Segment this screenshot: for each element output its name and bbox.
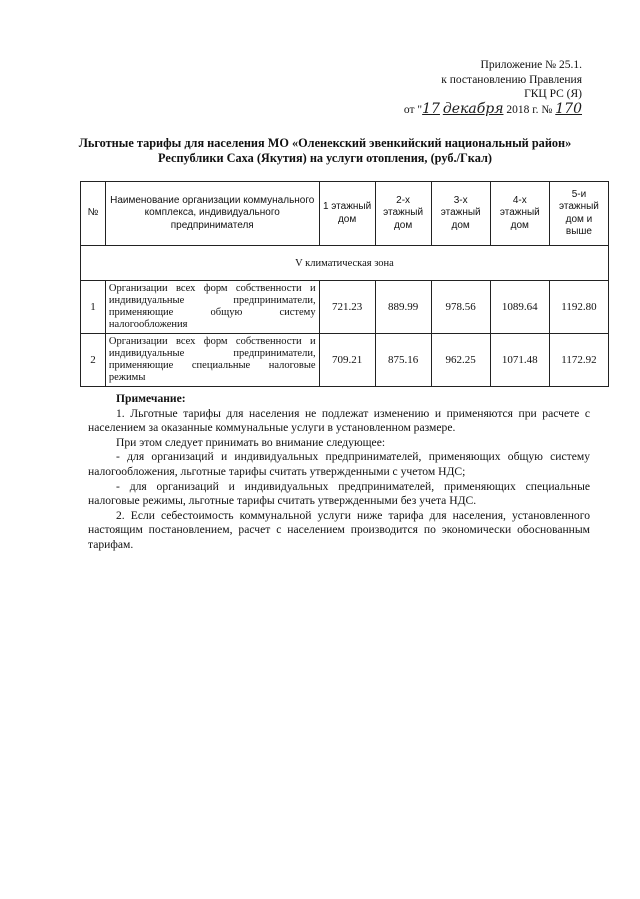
row-value-floor1: 721.23 <box>319 281 375 334</box>
date-prefix: от " <box>403 103 423 116</box>
row-org-name: Организации всех форм собственности и индивидуальные предприниматели, применяющие специальные налоговые режимы <box>105 334 319 387</box>
row-value-floor3: 962.25 <box>431 334 490 387</box>
row-value-floor3: 978.56 <box>431 281 490 334</box>
row-value-floor5: 1172.92 <box>549 334 608 387</box>
header-floor1: 1 этажный дом <box>319 182 375 246</box>
row-value-floor1: 709.21 <box>319 334 375 387</box>
header-floor3: 3-х этажный дом <box>431 182 490 246</box>
date-suffix: 2018 г. № <box>506 103 553 116</box>
annex-line-1: Приложение № 25.1. <box>480 59 582 71</box>
header-floor4: 4-х этажный дом <box>490 182 549 246</box>
header-num: № <box>81 182 106 246</box>
row-value-floor5: 1192.80 <box>549 281 608 334</box>
note-paragraph-3: - для организаций и индивидуальных предпринимателей, применяющих общую систему налогообложения, льготные тарифы считать утвержденными с учетом НДС; <box>88 450 590 478</box>
tariffs-table <box>80 181 609 387</box>
climate-zone: V климатическая зона <box>81 246 609 281</box>
annex-line-2: к постановлению Правления <box>441 73 582 86</box>
row-value-floor4: 1071.48 <box>490 334 549 387</box>
note-paragraph-2: При этом следует принимать во внимание следующее: <box>116 435 386 449</box>
row-value-floor2: 889.99 <box>375 281 431 334</box>
zone-row <box>81 246 609 281</box>
notes-section <box>88 392 590 553</box>
note-paragraph-4: - для организаций и индивидуальных предпринимателей, применяющих специальные налоговые режимы, льготные тарифы считать утвержденными без учета НДС. <box>88 479 590 508</box>
annex-date-line <box>404 102 582 118</box>
table-header-row <box>81 182 609 246</box>
date-day: 17 <box>422 100 440 117</box>
title-line-2: Республики Саха (Якутия) на услуги отопления, (руб./Гкал) <box>158 151 492 165</box>
annex-block <box>404 58 582 117</box>
table-row <box>81 334 609 387</box>
title-line-1: Льготные тарифы для населения МО «Оленекский эвенкийский национальный район» <box>78 136 572 150</box>
document-number: 170 <box>555 100 582 117</box>
table-row <box>81 281 609 334</box>
annex-line-3: ГКЦ РС (Я) <box>524 88 582 100</box>
header-name: Наименование организации коммунального комплекса, индивидуального предпринимателя <box>105 182 319 246</box>
row-value-floor2: 875.16 <box>375 334 431 387</box>
header-floor5: 5-и этажный дом и выше <box>549 182 608 246</box>
document-title <box>60 136 590 166</box>
notes-heading: Примечание: <box>116 392 186 405</box>
header-floor2: 2-х этажный дом <box>375 182 431 246</box>
note-paragraph-5: 2. Если себестоимость коммунальной услуги ниже тарифа для населения, установленного настоящим постановлением, расчет с населением производится по экономически обоснованным тарифам. <box>88 508 590 551</box>
date-month: декабря <box>442 100 504 117</box>
row-value-floor4: 1089.64 <box>490 281 549 334</box>
row-num: 2 <box>81 334 106 387</box>
row-num: 1 <box>81 281 106 334</box>
row-org-name: Организации всех форм собственности и индивидуальные предприниматели, применяющие общую систему налогообложения <box>105 281 319 334</box>
note-paragraph-1: 1. Льготные тарифы для населения не подлежат изменению и применяются при расчете с населением за оказанные коммунальные услуги в установленном размере. <box>88 406 590 435</box>
